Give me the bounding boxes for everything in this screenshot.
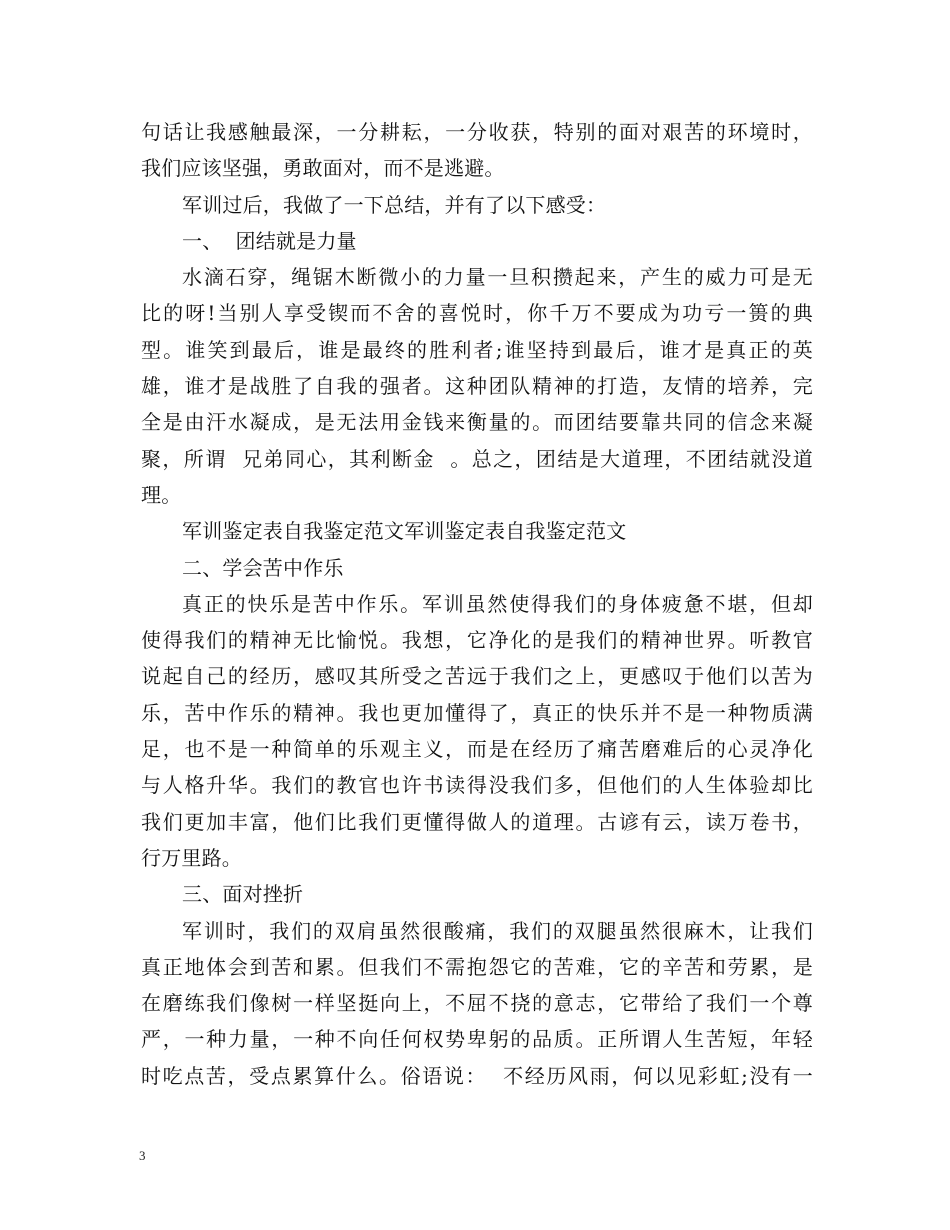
text-line: 在磨练我们像树一样坚挺向上，不屈不挠的意志，它带给了我们一个尊 <box>141 991 813 1016</box>
section-heading: 二、学会苦中作乐 <box>182 555 344 580</box>
text-line: 军训时，我们的双肩虽然很酸痛，我们的双腿虽然很麻木，让我们 <box>182 918 813 943</box>
text-line: 比的呀!当别人享受锲而不舍的喜悦时，你千万不要成为功亏一篑的典 <box>141 301 813 326</box>
text-line: 全是由汗水凝成，是无法用金钱来衡量的。而团结要靠共同的信念来凝 <box>141 410 813 435</box>
page-number: 3 <box>139 1148 146 1163</box>
text-line: 雄，谁才是战胜了自我的强者。这种团队精神的打造，友情的培养，完 <box>141 374 813 399</box>
text-line: 我们应该坚强，勇敢面对，而不是逃避。 <box>141 156 505 181</box>
text-line: 句话让我感触最深，一分耕耘，一分收获，特别的面对艰苦的环境时， <box>141 120 813 144</box>
text-line: 行万里路。 <box>141 845 242 870</box>
text-line: 我们更加丰富，他们比我们更懂得做人的道理。古谚有云，读万卷书， <box>141 809 813 834</box>
text-line: 时吃点苦，受点累算什么。俗语说： 不经历风雨，何以见彩虹;没有一 <box>141 1063 813 1088</box>
text-line: 军训过后，我做了一下总结，并有了以下感受： <box>182 192 607 217</box>
document-body <box>141 114 813 1094</box>
text-line: 乐，苦中作乐的精神。我也更加懂得了，真正的快乐并不是一种物质满 <box>141 700 813 725</box>
section-heading: 三、面对挫折 <box>182 882 304 907</box>
text-line: 聚，所谓 兄弟同心，其利断金 。总之，团结是大道理，不团结就没道 <box>141 446 813 471</box>
text-line: 真正地体会到苦和累。但我们不需抱怨它的苦难，它的辛苦和劳累，是 <box>141 954 813 979</box>
text-line: 严，一种力量，一种不向任何权势卑躬的品质。正所谓人生苦短，年轻 <box>141 1027 813 1052</box>
text-line: 真正的快乐是苦中作乐。军训虽然使得我们的身体疲惫不堪，但却 <box>182 591 813 616</box>
text-line: 水滴石穿，绳锯木断微小的力量一旦积攒起来，产生的威力可是无 <box>182 265 813 290</box>
section-heading: 一、 团结就是力量 <box>182 228 357 253</box>
text-line: 理。 <box>141 482 182 507</box>
text-line: 军训鉴定表自我鉴定范文军训鉴定表自我鉴定范文 <box>182 519 627 544</box>
text-line: 说起自己的经历，感叹其所受之苦远于我们之上，更感叹于他们以苦为 <box>141 664 813 689</box>
text-line: 使得我们的精神无比愉悦。我想，它净化的是我们的精神世界。听教官 <box>141 628 813 653</box>
text-line: 足，也不是一种简单的乐观主义，而是在经历了痛苦磨难后的心灵净化 <box>141 737 813 762</box>
text-line: 与人格升华。我们的教官也许书读得没我们多，但他们的人生体验却比 <box>141 773 813 798</box>
text-line: 型。谁笑到最后，谁是最终的胜利者;谁坚持到最后，谁才是真正的英 <box>141 337 813 362</box>
